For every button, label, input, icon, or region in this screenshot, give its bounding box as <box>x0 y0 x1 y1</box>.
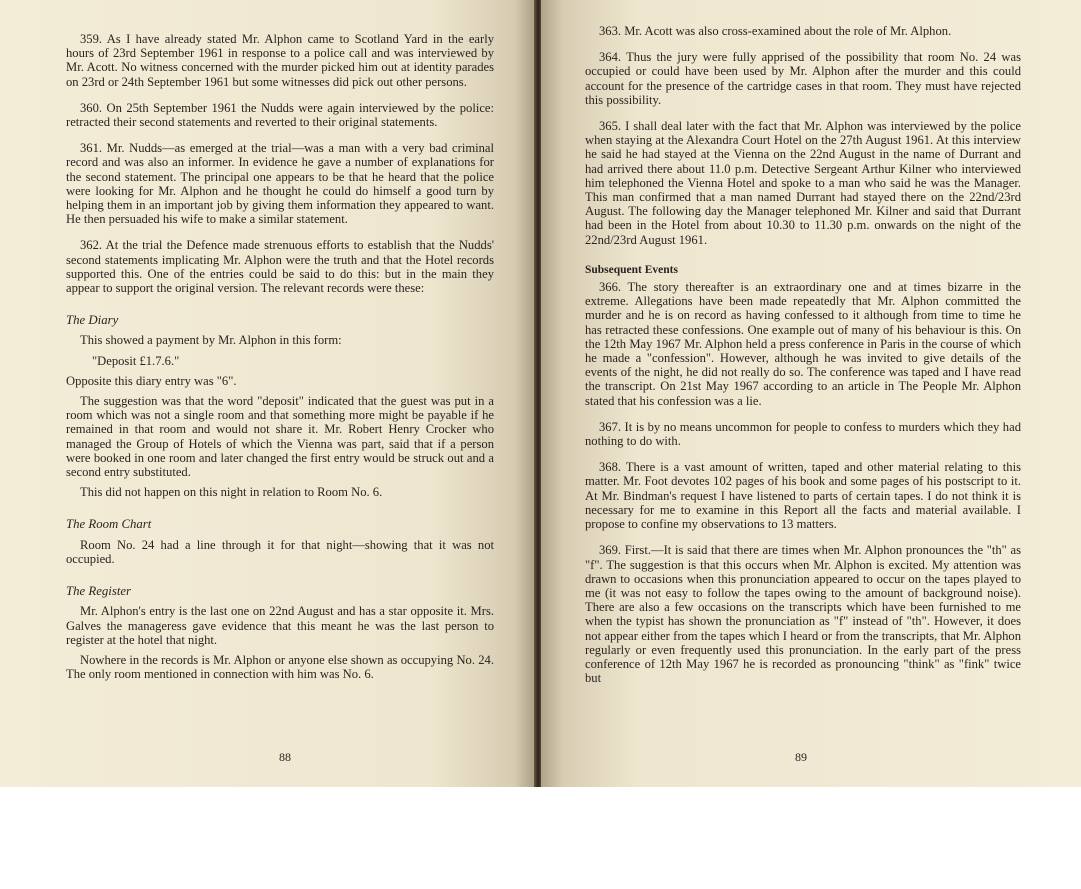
paragraph-366: 366. The story thereafter is an extraordinary one and at times bizarre in the extreme. Allegations have been made repeatedly that Mr. Alphon committed the murder and he is on record as having confessed to it although from time to time he has retracted these confessions. One example out of many of his behaviour is this. On the 12th May 1967 Mr. Alphon held a press conference in Paris in the course of which he made a "confession". However, although he was invited to give details of the events of the night, he did not really do so. The conference was taped and I have read the transcript. On 21st May 1967 according to an article in The People Mr. Alphon stated that his confession was a lie. <box>585 280 1021 408</box>
right-page <box>541 0 1081 787</box>
diary-quote: "Deposit £1.7.6." <box>92 353 180 368</box>
paragraph-360: 360. On 25th September 1961 the Nudds were again interviewed by the police: retracted their second statements and reverted to their original statements. <box>66 100 494 130</box>
paragraph-363: 363. Mr. Acott was also cross-examined about the role of Mr. Alphon. <box>599 24 952 38</box>
room-chart-paragraph: Room No. 24 had a line through it for that night—showing that it was not occupied. <box>66 537 494 566</box>
paragraph-365: 365. I shall deal later with the fact that Mr. Alphon was interviewed by the police when staying at the Alexandra Court Hotel on the 27th August 1961. At this interview he said he had stayed at the Vienna on the 22nd August in the name of Durrant and had arrived there about 11.0 p.m. Detective Sergeant Arthur Kilner who interviewed him telephoned the Vienna Hotel and spoke to a man who said he was the Manager. This man confirmed that a man named Durrant had stayed there on the 22nd/23rd August. The following day the Manager telephoned Mr. Kilner and said that Durrant had been in the Hotel from about 10.30 to 11.30 p.m. onwards on the night of the 22nd/23rd August 1961. <box>585 119 1021 247</box>
register-paragraph-1: Mr. Alphon's entry is the last one on 22nd August and has a star opposite it. Mrs. Galves the manageress gave evidence that this meant he was the last person to register at the hotel that night. <box>66 604 494 647</box>
diary-paragraph-1: The suggestion was that the word "deposit" indicated that the guest was put in a room which was not a single room and that something more might be payable if he remained in that room and would not share it. Mr. Robert Henry Crocker who managed the Group of Hotels of which the Vienna was part, said that if a person were booked in one room and later changed the first entry would be struck out and a second entry substituted. <box>66 394 494 480</box>
heading-the-diary: The Diary <box>66 313 119 328</box>
page-number: 88 <box>279 750 291 764</box>
heading-the-register: The Register <box>66 584 132 599</box>
paragraph-359: 359. As I have already stated Mr. Alphon came to Scotland Yard in the early hours of 23rd September 1961 in response to a police call and was interviewed by Mr. Acott. No witness concerned with the murder picked him out at identity parades on 23rd or 24th September 1961 but some witnesses did pick out other persons. <box>66 32 494 89</box>
paragraph-368: 368. There is a vast amount of written, taped and other material relating to this matter. Mr. Foot devotes 102 pages of his book and some pages of his postscript to it. At Mr. Bindman's request I have listened to parts of certain tapes. I do not think it is necessary for me to examine in this Report all the facts and material available. I propose to confine my observations to 13 matters. <box>585 460 1021 532</box>
diary-paragraph-2: This did not happen on this night in relation to Room No. 6. <box>80 485 383 500</box>
page-number: 89 <box>795 750 807 764</box>
heading-the-room-chart: The Room Chart <box>66 517 152 532</box>
paragraph-369: 369. First.—It is said that there are times when Mr. Alphon pronounces the "th" as "f". The suggestion is that this occurs when Mr. Alphon is excited. My attention was drawn to occasions when this pronunciation appeared to occur on the tapes played to me (it was not easy to follow the tapes owing to the amount of background noise). There are also a few occasions on the transcripts which have been furnished to me when the typist has shown the pronunciation as "f" instead of "th". However, it does not appear either from the tapes which I heard or from the transcripts, that Mr. Alphon regularly or even frequently used this pronunciation. In the early part of the press conference of 12th May 1967 he is recorded as pronouncing "think" as "fink" twice but <box>585 543 1021 686</box>
left-page <box>0 0 536 787</box>
register-paragraph-2: Nowhere in the records is Mr. Alphon or anyone else shown as occupying No. 24. The only room mentioned in connection with him was No. 6. <box>66 652 494 682</box>
paragraph-364: 364. Thus the jury were fully apprised of the possibility that room No. 24 was occupied or could have been used by Mr. Alphon after the murder and this could account for the presence of the cartridge cases in that room. They must have rejected this possibility. <box>585 50 1021 107</box>
paragraph-361: 361. Mr. Nudds—as emerged at the trial—was a man with a very bad criminal record and was also an informer. In evidence he gave a number of explanations for the second statement. The principal one appears to be that he heard that the police were looking for Mr. Alphon and he thought he could do himself a good turn by helping them in an important job by giving them information they appeared to want. He then persuaded his wife to make a similar statement. <box>66 141 494 227</box>
diary-line-1: This showed a payment by Mr. Alphon in this form: <box>80 333 342 348</box>
diary-line-2: Opposite this diary entry was "6". <box>66 373 237 388</box>
paragraph-362: 362. At the trial the Defence made strenuous efforts to establish that the Nudds' second statements implicating Mr. Alphon were the truth and that the Hotel records supported this. One of the entries could be said to do this: but in the main they appear to support the original version. The relevant records were these: <box>66 238 494 296</box>
heading-subsequent-events: Subsequent Events <box>585 263 678 276</box>
paragraph-367: 367. It is by no means uncommon for people to confess to murders which they had nothing to do with. <box>585 419 1021 449</box>
